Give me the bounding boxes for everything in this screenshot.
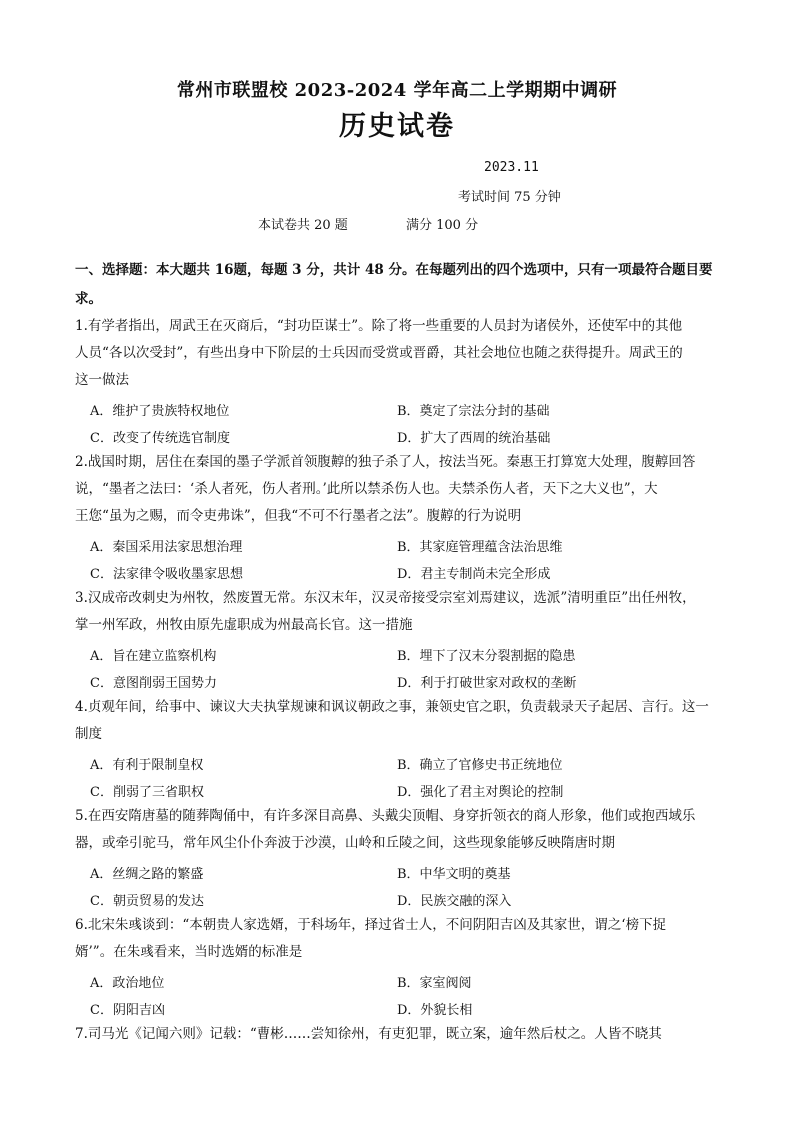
question-line: 王您“虽为之赐，而令吏弗诛”，但我“不可不行墨者之法”。腹䵍的行为说明: [75, 508, 522, 524]
section-heading: 一、选择题：本大题共 16题，每题 3 分，共计 48 分。在每题列出的四个选项中，只有一项最符合题目要求。: [75, 262, 713, 307]
option-d[interactable]: D．强化了君主对舆论的控制: [397, 785, 564, 800]
question-line: 3.汉成帝改刺史为州牧，然废置无常。东汉末年，汉灵帝接受宗室刘焉建议，选派”清明重臣”出任州牧，: [75, 590, 696, 606]
question-line: 4.贞观年间，给事中、谏议大夫执掌规谏和讽议朝政之事，兼领史官之职，负责载录天子起居、言行。这一: [75, 699, 709, 715]
option-d[interactable]: D．外貌长相: [397, 1003, 473, 1018]
option-a[interactable]: A．政治地位: [90, 976, 165, 991]
option-c[interactable]: C．意图削弱王国势力: [90, 676, 217, 691]
option-c[interactable]: C．朝贡贸易的发达: [90, 894, 204, 909]
question-line: 6.北宋朱彧谈到：“本朝贵人家选婿，于科场年，择过省士人，不问阴阳吉凶及其家世，谓之‘榜下捉: [75, 917, 667, 933]
question-line: 婿’”。在朱彧看来，当时选婿的标准是: [75, 944, 303, 960]
option-b[interactable]: B．确立了官修史书正统地位: [397, 758, 563, 773]
exam-subject-title: 历史试卷: [339, 111, 455, 142]
question-line: 制度: [75, 726, 102, 742]
question-line: 5.在西安隋唐墓的随葬陶俑中，有许多深目高鼻、头戴尖顶帽、身穿折领衣的商人形象，他们或抱西域乐: [75, 808, 696, 824]
option-a[interactable]: A．丝绸之路的繁盛: [90, 867, 204, 882]
option-c[interactable]: C．法家律令吸收墨家思想: [90, 567, 243, 582]
exam-date: 2023.11: [484, 160, 539, 175]
option-d[interactable]: D．民族交融的深入: [397, 894, 512, 909]
option-a[interactable]: A．旨在建立监察机构: [90, 649, 217, 664]
option-c[interactable]: C．阴阳吉凶: [90, 1003, 165, 1018]
question-line: 这一做法: [75, 372, 129, 388]
option-a[interactable]: A．秦国采用法家思想治理: [90, 540, 243, 555]
option-a[interactable]: A．有利于限制皇权: [90, 758, 204, 773]
option-b[interactable]: B．埋下了汉末分裂割据的隐患: [397, 649, 576, 664]
option-a[interactable]: A．维护了贵族特权地位: [90, 404, 230, 419]
question-line: 器，或牵引驼马，常年风尘仆仆奔波于沙漠，山岭和丘陵之间，这些现象能够反映隋唐时期: [75, 835, 615, 851]
option-d[interactable]: D．利于打破世家对政权的垄断: [397, 676, 577, 691]
option-b[interactable]: B．奠定了宗法分封的基础: [397, 404, 550, 419]
question-line: 人员“各以次受封”，有些出身中下阶层的士兵因而受赏或晋爵，其社会地位也随之获得提升。周武王的: [75, 345, 683, 361]
exam-duration: 考试时间 75 分钟: [458, 190, 561, 205]
question-line: 掌一州军政，州牧由原先虚职成为州最高长官。这一措施: [75, 617, 413, 633]
question-count: 本试卷共 20 题: [258, 218, 348, 233]
question-line: 说，“墨者之法曰：‘杀人者死，伤人者刑。’此所以禁杀伤人也。夫禁杀伤人者，天下之大义也”，大: [75, 481, 658, 497]
option-d[interactable]: D．君主专制尚未完全形成: [397, 567, 551, 582]
option-d[interactable]: D．扩大了西周的统治基础: [397, 431, 551, 446]
question-line: 2.战国时期，居住在秦国的墨子学派首领腹䵍的独子杀了人，按法当死。秦惠王打算宽大处理，腹䵍回答: [75, 454, 696, 470]
option-b[interactable]: B．中华文明的奠基: [397, 867, 511, 882]
option-c[interactable]: C．削弱了三省职权: [90, 785, 204, 800]
question-line: 7.司马光《记闻六则》记载：“曹彬……尝知徐州，有吏犯罪，既立案，逾年然后杖之。人皆不晓其: [75, 1026, 662, 1042]
exam-title: 常州市联盟校 2023-2024 学年高二上学期期中调研: [176, 80, 618, 101]
option-c[interactable]: C．改变了传统选官制度: [90, 431, 230, 446]
option-b[interactable]: B．其家庭管理蕴含法治思维: [397, 540, 563, 555]
option-b[interactable]: B．家室阀阅: [397, 976, 472, 991]
question-line: 1.有学者指出，周武王在灭商后，“封功臣谋士”。除了将一些重要的人员封为诸侯外，还使军中的其他: [75, 318, 683, 334]
full-score: 满分 100 分: [406, 218, 479, 233]
